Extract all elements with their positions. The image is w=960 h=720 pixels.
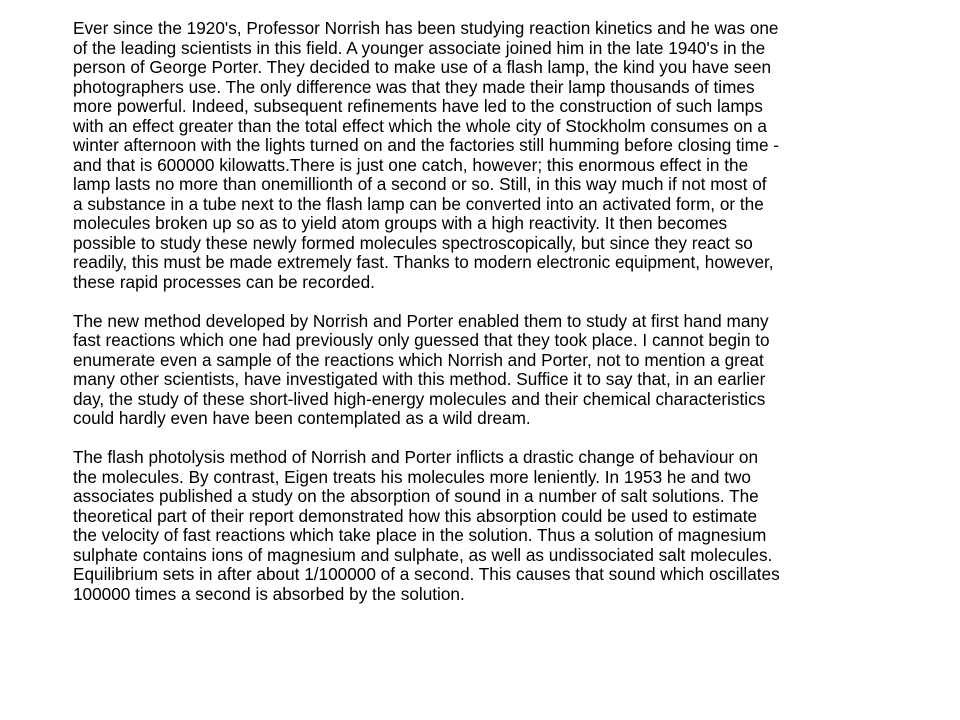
text-line: theoretical part of their report demonstrated how this absorption could be used to estimate: [73, 505, 758, 526]
text-line: lamp lasts no more than onemillionth of a second or so. Still, in this way much if not most of: [73, 174, 767, 194]
text-line: fast reactions which one had previously only guessed that they took place. I cannot begin to: [73, 330, 770, 350]
text-line: could hardly even have been contemplated as a wild dream.: [73, 408, 531, 428]
text-line: person of George Porter. They decided to make use of a flash lamp, the kind you have seen: [73, 57, 772, 77]
text-line: possible to study these newly formed molecules spectroscopically, but since they react so: [73, 232, 753, 253]
text-line: 100000 times a second is absorbed by the solution.: [73, 583, 465, 604]
text-line: a substance in a tube next to the flash lamp can be converted into an activated form, or the: [73, 193, 764, 214]
text-line: the molecules. By contrast, Eigen treats his molecules more leniently. In 1953 he and two: [73, 466, 751, 487]
text-line: readily, this must be made extremely fast. Thanks to modern electronic equipment, however,: [73, 252, 774, 272]
text-line: Ever since the 1920's, Professor Norrish has been studying reaction kinetics and he was one: [73, 18, 779, 38]
document-body: [73, 19, 958, 624]
text-line: of the leading scientists in this field. A younger associate joined him in the late 1940's in the: [73, 37, 766, 58]
text-line: and that is 600000 kilowatts.There is just one catch, however; this enormous effect in the: [73, 154, 749, 175]
text-line: winter afternoon with the lights turned on and the factories still humming before closing time -: [73, 135, 780, 155]
text-line: The flash photolysis method of Norrish and Porter inflicts a drastic change of behaviour on: [73, 447, 758, 467]
text-line: associates published a study on the absorption of sound in a number of salt solutions. The: [73, 486, 759, 506]
text-line: molecules broken up so as to yield atom groups with a high reactivity. It then becomes: [73, 213, 728, 233]
text-line: Equilibrium sets in after about 1/100000 of a second. This causes that sound which oscillates: [73, 564, 780, 584]
text-line: The new method developed by Norrish and Porter enabled them to study at first hand many: [73, 310, 769, 331]
text-line: these rapid processes can be recorded.: [73, 271, 375, 292]
text-line: photographers use. The only difference was that they made their lamp thousands of times: [73, 76, 755, 97]
text-line: enumerate even a sample of the reactions which Norrish and Porter, not to mention a great: [73, 349, 764, 370]
text-line: many other scientists, have investigated with this method. Suffice it to say that, in an earlier: [73, 369, 766, 389]
text-line: with an effect greater than the total effect which the whole city of Stockholm consumes on a: [73, 115, 767, 136]
text-line: more powerful. Indeed, subsequent refinements have led to the construction of such lamps: [73, 96, 763, 116]
paragraph-1: [73, 19, 958, 292]
paragraph-3: [73, 448, 958, 604]
paragraph-2: [73, 312, 958, 429]
text-line: the velocity of fast reactions which take place in the solution. Thus a solution of magnesium: [73, 525, 767, 545]
text-line: day, the study of these short-lived high-energy molecules and their chemical characteristics: [73, 388, 766, 409]
text-line: sulphate contains ions of magnesium and sulphate, as well as undissociated salt molecules.: [73, 544, 773, 565]
